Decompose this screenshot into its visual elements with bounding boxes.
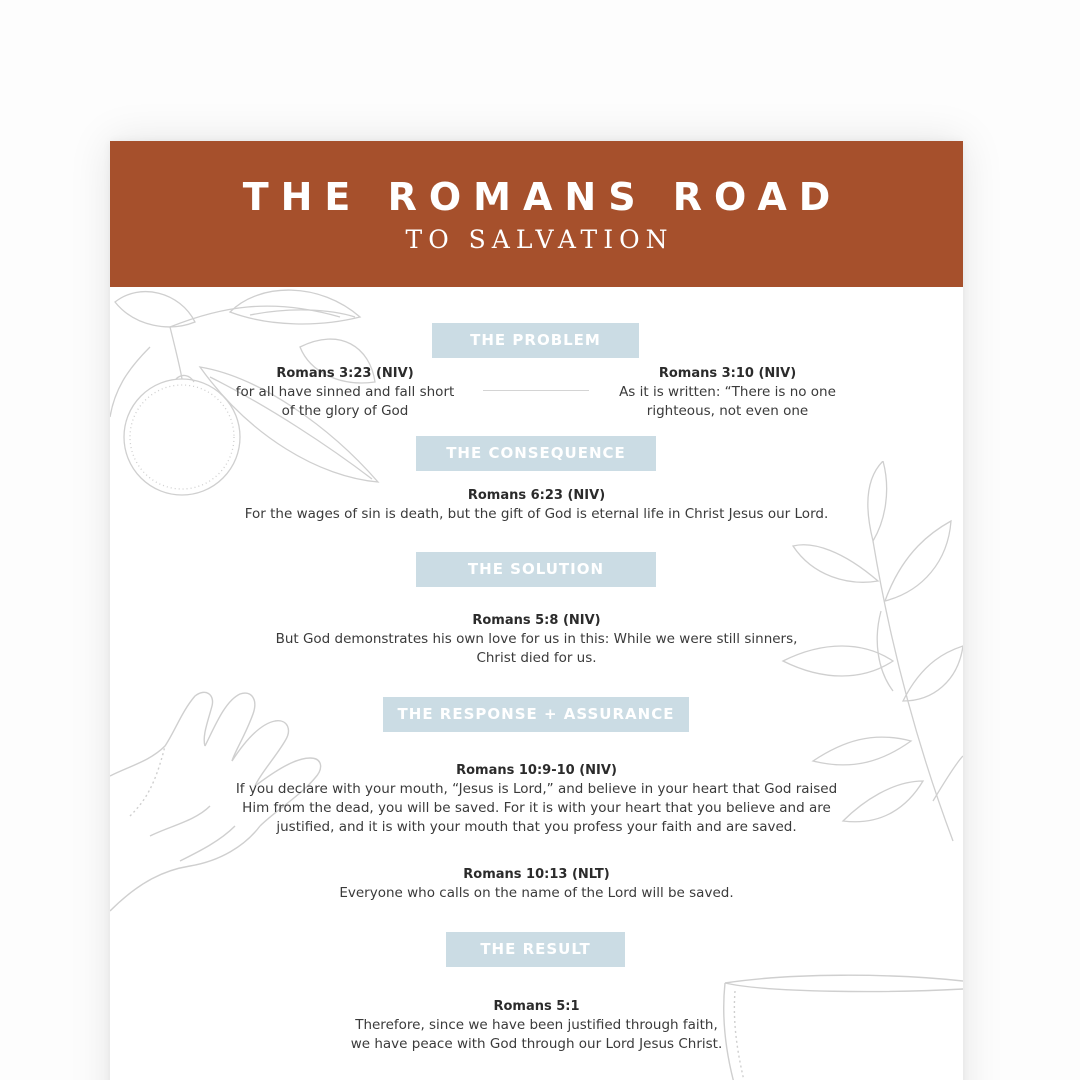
- section-tag-solution: THE SOLUTION: [416, 552, 656, 587]
- verse-text: [590, 383, 865, 421]
- section-tag-problem: THE PROBLEM: [432, 323, 639, 358]
- section-tag-result: THE RESULT: [446, 932, 625, 967]
- verse-reference: Romans 3:10 (NIV): [658, 366, 797, 381]
- verse-line: If you declare with your mouth, “Jesus is Lord,” and believe in your heart that God raised: [235, 781, 838, 797]
- divider-line: [483, 390, 589, 391]
- verse-line: For the wages of sin is death, but the gift of God is eternal life in Christ Jesus our Lord.: [244, 506, 829, 522]
- verse-line: righteous, not even one: [646, 403, 809, 419]
- section-tag-response-assurance: THE RESPONSE + ASSURANCE: [383, 697, 689, 732]
- page-subtitle: TO SALVATION: [405, 225, 674, 254]
- verse-line: As it is written: “There is no one: [619, 384, 836, 400]
- verse-line: But God demonstrates his own love for us in this: While we were still sinners,: [275, 631, 798, 647]
- verse-text: [170, 884, 903, 903]
- verse-reference: Romans 6:23 (NIV): [467, 488, 606, 503]
- verse-reference: Romans 5:8 (NIV): [472, 613, 601, 628]
- verse-reference: Romans 5:1: [493, 999, 580, 1014]
- section-tag-consequence: THE CONSEQUENCE: [416, 436, 656, 471]
- verse-text: [170, 630, 903, 668]
- verse-line: justified, and it is with your mouth that you profess your faith and are saved.: [276, 819, 797, 835]
- page-title: THE ROMANS ROAD: [242, 175, 843, 219]
- title-banner: [110, 141, 963, 287]
- verse-text: [210, 383, 480, 421]
- verse-text: [170, 1016, 903, 1054]
- verse-line: Everyone who calls on the name of the Lord will be saved.: [339, 885, 734, 901]
- verse-line: Christ died for us.: [476, 650, 597, 666]
- verse-text: [170, 505, 903, 524]
- verse-line: we have peace with God through our Lord Jesus Christ.: [350, 1036, 723, 1052]
- printable-sheet: [110, 141, 963, 1080]
- verse-line: for all have sinned and fall short: [235, 384, 455, 400]
- verse-reference: Romans 10:9-10 (NIV): [456, 763, 617, 778]
- verse-reference: Romans 10:13 (NLT): [463, 867, 610, 882]
- verse-reference: Romans 3:23 (NIV): [276, 366, 414, 381]
- verse-line: of the glory of God: [281, 403, 409, 419]
- verse-line: Therefore, since we have been justified through faith,: [355, 1017, 718, 1033]
- verse-text: [170, 780, 903, 837]
- verse-line: Him from the dead, you will be saved. For it is with your heart that you believe and are: [242, 800, 831, 816]
